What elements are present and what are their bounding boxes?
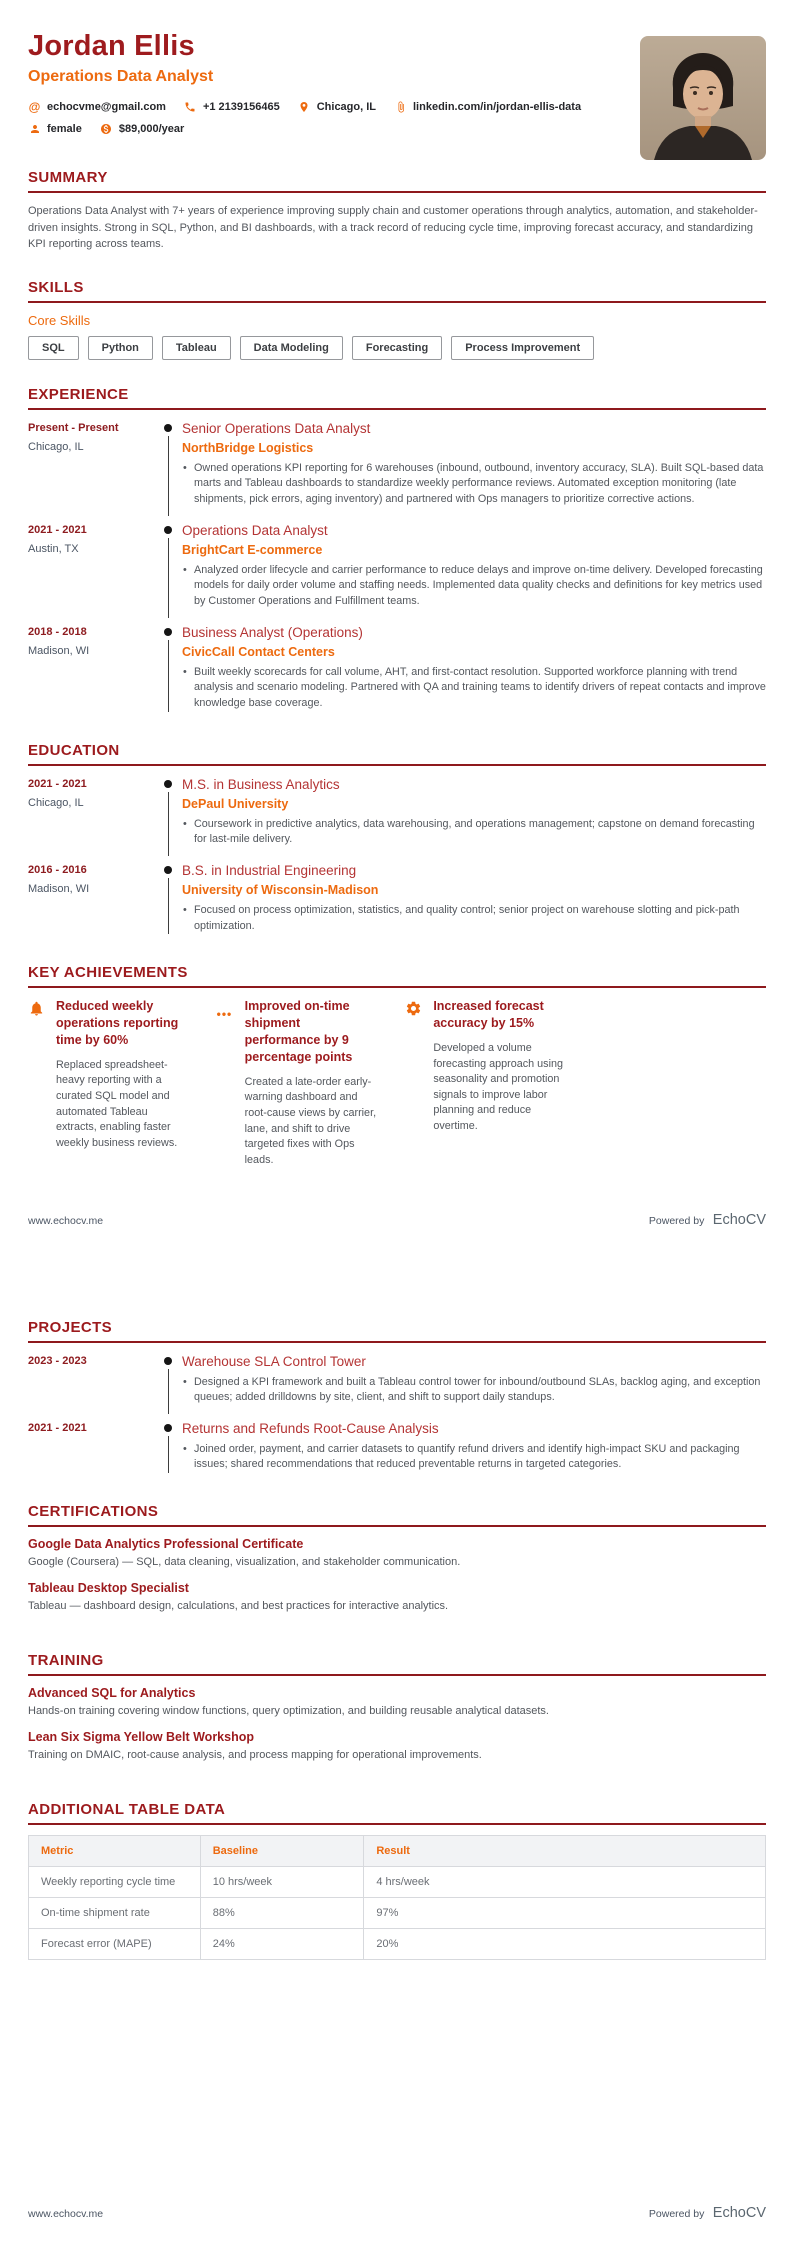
table-header-cell: Baseline <box>200 1835 364 1866</box>
project-bullet: • Joined order, payment, and carrier datasets to quantify refund drivers and identify high-impact SKU and packaging issues; shared recommendations that reduced preventable returns in targeted categories. <box>182 1442 766 1473</box>
contact-gender-text: female <box>47 122 82 135</box>
education-entry <box>28 862 766 934</box>
table-cell: Forecast error (MAPE) <box>29 1928 201 1959</box>
contact-linkedin[interactable] <box>394 100 581 113</box>
achievement-title: Improved on-time shipment performance by 9 percentage points <box>244 999 353 1064</box>
candidate-name: Jordan Ellis <box>28 30 195 62</box>
achievement-item <box>28 998 191 1168</box>
experience-entry <box>28 624 766 712</box>
achievement-item <box>217 998 380 1168</box>
section-table-data <box>28 1801 766 1960</box>
section-summary <box>28 169 766 253</box>
timeline-dot-icon <box>164 866 172 874</box>
skills-group-label: Core Skills <box>28 312 91 328</box>
experience-location: Chicago, IL <box>28 440 84 453</box>
achievements-heading: KEY ACHIEVEMENTS <box>28 964 766 988</box>
metrics-table <box>28 1835 766 1960</box>
certification-title: Google Data Analytics Professional Certificate <box>28 1537 304 1552</box>
footer-brand-link[interactable]: EchoCV <box>712 1211 766 1228</box>
timeline <box>154 420 182 508</box>
table-cell: 10 hrs/week <box>200 1866 364 1897</box>
timeline <box>154 1353 182 1406</box>
experience-title: Operations Data Analyst <box>182 522 328 538</box>
section-achievements <box>28 964 766 1168</box>
achievement-title: Reduced weekly operations reporting time by 60% <box>56 999 179 1047</box>
section-experience <box>28 386 766 716</box>
page-footer <box>28 2164 766 2222</box>
timeline-line <box>168 792 169 856</box>
project-title: Warehouse SLA Control Tower <box>182 1353 366 1369</box>
experience-location: Madison, WI <box>28 644 90 657</box>
table-cell: 20% <box>364 1928 766 1959</box>
experience-heading: EXPERIENCE <box>28 386 766 410</box>
footer-site-link[interactable]: www.echocv.me <box>28 1214 104 1227</box>
experience-bullet: • Analyzed order lifecycle and carrier performance to reduce delays and improve on-time delivery. Developed forecasting models for daily order volume and staffing needs. Implemented data quality checks and definitions for key metrics used by Customer Operations and Fulfillment teams. <box>182 563 766 610</box>
contact-email[interactable] <box>28 100 166 113</box>
certification-title: Tableau Desktop Specialist <box>28 1581 189 1596</box>
table-cell: On-time shipment rate <box>29 1897 201 1928</box>
timeline-dot-icon <box>164 424 172 432</box>
skill-chips <box>28 336 766 360</box>
training-description: Hands-on training covering window functions, query optimization, and building reusable analytical datasets. <box>28 1704 549 1717</box>
achievement-body: Created a late-order early-warning dashboard and root-cause views by carrier, lane, and shift to drive targeted fixes with Ops leads. <box>244 1075 377 1166</box>
education-heading: EDUCATION <box>28 742 766 766</box>
skill-chip: Data Modeling <box>240 336 343 360</box>
timeline <box>154 862 182 934</box>
experience-title: Senior Operations Data Analyst <box>182 420 371 436</box>
experience-entry <box>28 420 766 508</box>
contact-row-2 <box>28 122 616 135</box>
project-bullet: • Designed a KPI framework and built a Tableau control tower for inbound/outbound SLAs, backlog aging, and exception queues; added drilldowns by site, client, and shift to support daily standups. <box>182 1375 766 1406</box>
candidate-role: Operations Data Analyst <box>28 68 214 86</box>
experience-company: BrightCart E-commerce <box>182 542 323 557</box>
skill-chip: SQL <box>28 336 79 360</box>
location-icon <box>298 100 311 113</box>
experience-dates: Present - Present <box>28 421 119 434</box>
table-cell: 24% <box>200 1928 364 1959</box>
experience-entry <box>28 522 766 610</box>
table-header-cell: Metric <box>29 1835 201 1866</box>
summary-text: Operations Data Analyst with 7+ years of experience improving supply chain and customer operations through analytics, automation, and stakeholder-driven insights. Strong in SQL, Python, and BI dashboards, with a track record of reducing cycle time, improving forecast accuracy, and standardizing KPI reporting across teams. <box>28 205 758 251</box>
experience-title: Business Analyst (Operations) <box>182 624 363 640</box>
education-location: Madison, WI <box>28 882 90 895</box>
education-dates: 2021 - 2021 <box>28 777 87 790</box>
experience-company: NorthBridge Logistics <box>182 440 314 455</box>
table-cell: 97% <box>364 1897 766 1928</box>
bell-icon <box>28 998 48 1168</box>
timeline-dot-icon <box>164 1357 172 1365</box>
phone-icon <box>184 100 197 113</box>
table-row <box>29 1866 766 1897</box>
footer-brand-link[interactable]: EchoCV <box>712 2205 766 2221</box>
certification-item <box>28 1537 766 1570</box>
experience-dates: 2021 - 2021 <box>28 523 87 536</box>
timeline-line <box>168 1436 169 1473</box>
project-dates: 2023 - 2023 <box>28 1354 87 1367</box>
timeline <box>154 1420 182 1473</box>
training-heading: TRAINING <box>28 1652 766 1676</box>
training-title: Advanced SQL for Analytics <box>28 1685 196 1700</box>
header <box>28 30 766 135</box>
portrait-illustration <box>640 36 766 160</box>
table-data-heading: ADDITIONAL TABLE DATA <box>28 1801 766 1825</box>
timeline-line <box>168 878 169 934</box>
section-training <box>28 1652 766 1775</box>
table-header-row <box>29 1835 766 1866</box>
project-entry <box>28 1353 766 1406</box>
experience-company: CivicCall Contact Centers <box>182 644 335 659</box>
footer-site-link[interactable]: www.echocv.me <box>28 2208 104 2220</box>
education-degree: M.S. in Business Analytics <box>182 776 340 792</box>
section-skills <box>28 279 766 360</box>
training-item <box>28 1730 766 1763</box>
section-certifications <box>28 1503 766 1626</box>
achievement-item <box>405 998 568 1168</box>
achievement-body: Replaced spreadsheet-heavy reporting with a curated SQL model and automated Tableau extracts, enabling faster weekly business reviews. <box>56 1058 178 1149</box>
contact-location[interactable] <box>298 100 376 113</box>
experience-dates: 2018 - 2018 <box>28 625 87 638</box>
training-description: Training on DMAIC, root-cause analysis, and process mapping for operational improvements. <box>28 1749 482 1762</box>
section-education <box>28 742 766 939</box>
contact-gender <box>28 122 82 135</box>
certification-item <box>28 1581 766 1614</box>
timeline <box>154 522 182 610</box>
education-bullet: • Focused on process optimization, statistics, and quality control; senior project on warehouse slotting and pick-path optimization. <box>182 903 766 934</box>
section-projects <box>28 1319 766 1478</box>
skill-chip: Python <box>88 336 153 360</box>
experience-location: Austin, TX <box>28 542 79 555</box>
timeline-line <box>168 640 169 712</box>
footer-powered-text: Powered by <box>648 1214 705 1227</box>
table-cell: Weekly reporting cycle time <box>29 1866 201 1897</box>
experience-bullet: • Owned operations KPI reporting for 6 warehouses (inbound, outbound, inventory accuracy, SLA). Built SQL-based data marts and Tableau dashboards to standardize weekly performance reviews. Automated exception monitoring (late shipments, pick errors, aging inventory) and partnered with Ops managers to prioritize corrective actions. <box>182 461 766 508</box>
timeline <box>154 776 182 848</box>
skill-chip: Process Improvement <box>451 336 594 360</box>
achievement-body: Developed a volume forecasting approach using seasonality and promotion signals to improve labor planning and reduce overtime. <box>433 1041 563 1133</box>
contact-salary-text: $89,000/year <box>118 122 185 135</box>
timeline-dot-icon <box>164 780 172 788</box>
training-title: Lean Six Sigma Yellow Belt Workshop <box>28 1730 254 1745</box>
timeline-line <box>168 538 169 618</box>
skill-chip: Tableau <box>162 336 231 360</box>
table-cell: 88% <box>200 1897 364 1928</box>
ellipsis-icon: ••• <box>216 1007 233 1022</box>
timeline <box>154 624 182 712</box>
education-location: Chicago, IL <box>28 796 84 809</box>
timeline-line <box>168 1369 169 1414</box>
education-dates: 2016 - 2016 <box>28 863 87 876</box>
project-title: Returns and Refunds Root-Cause Analysis <box>182 1420 439 1436</box>
education-school: DePaul University <box>182 796 289 811</box>
contact-phone[interactable] <box>184 100 280 113</box>
education-bullet: • Coursework in predictive analytics, data warehousing, and operations management; capstone on demand forecasting for last-mile delivery. <box>182 817 766 848</box>
person-icon <box>28 122 41 135</box>
contact-location-text: Chicago, IL <box>316 100 376 113</box>
contact-phone-text: +1 2139156465 <box>202 100 280 113</box>
table-header-cell: Result <box>364 1835 766 1866</box>
summary-heading: SUMMARY <box>28 169 766 193</box>
achievements-grid <box>28 998 568 1168</box>
experience-bullet: • Built weekly scorecards for call volume, AHT, and first-contact resolution. Supported workforce planning with trend analysis and scenario modeling. Partnered with QA and training teams to identify drivers of repeat contacts and improve knowledge base coverage. <box>182 665 766 712</box>
table-row <box>29 1897 766 1928</box>
table-cell: 4 hrs/week <box>364 1866 766 1897</box>
contact-email-text: echocvme@gmail.com <box>47 100 166 113</box>
timeline-dot-icon <box>164 526 172 534</box>
certifications-heading: CERTIFICATIONS <box>28 1503 766 1527</box>
contact-linkedin-text: linkedin.com/in/jordan-ellis-data <box>413 100 582 113</box>
contact-row-1 <box>28 100 616 113</box>
timeline-dot-icon <box>164 628 172 636</box>
training-item <box>28 1686 766 1719</box>
table-row <box>29 1928 766 1959</box>
footer-powered-text: Powered by <box>648 2208 705 2220</box>
education-entry <box>28 776 766 848</box>
projects-heading: PROJECTS <box>28 1319 766 1343</box>
gear-icon <box>405 998 425 1168</box>
email-icon: @ <box>28 99 41 114</box>
timeline-dot-icon <box>164 1424 172 1432</box>
profile-photo <box>640 36 766 160</box>
achievement-title: Increased forecast accuracy by 15% <box>433 999 544 1031</box>
contact-salary <box>100 122 184 135</box>
certification-description: Tableau — dashboard design, calculations, and best practices for interactive analytics. <box>28 1600 449 1613</box>
skill-chip: Forecasting <box>352 336 442 360</box>
skills-heading: SKILLS <box>28 279 766 303</box>
project-entry <box>28 1420 766 1473</box>
salary-icon <box>100 122 113 135</box>
timeline-line <box>168 436 169 516</box>
education-degree: B.S. in Industrial Engineering <box>182 862 357 878</box>
education-school: University of Wisconsin-Madison <box>182 882 379 897</box>
certification-description: Google (Coursera) — SQL, data cleaning, visualization, and stakeholder communication. <box>28 1556 461 1569</box>
page-footer <box>28 1211 766 1229</box>
link-icon <box>394 100 407 113</box>
project-dates: 2021 - 2021 <box>28 1421 87 1434</box>
